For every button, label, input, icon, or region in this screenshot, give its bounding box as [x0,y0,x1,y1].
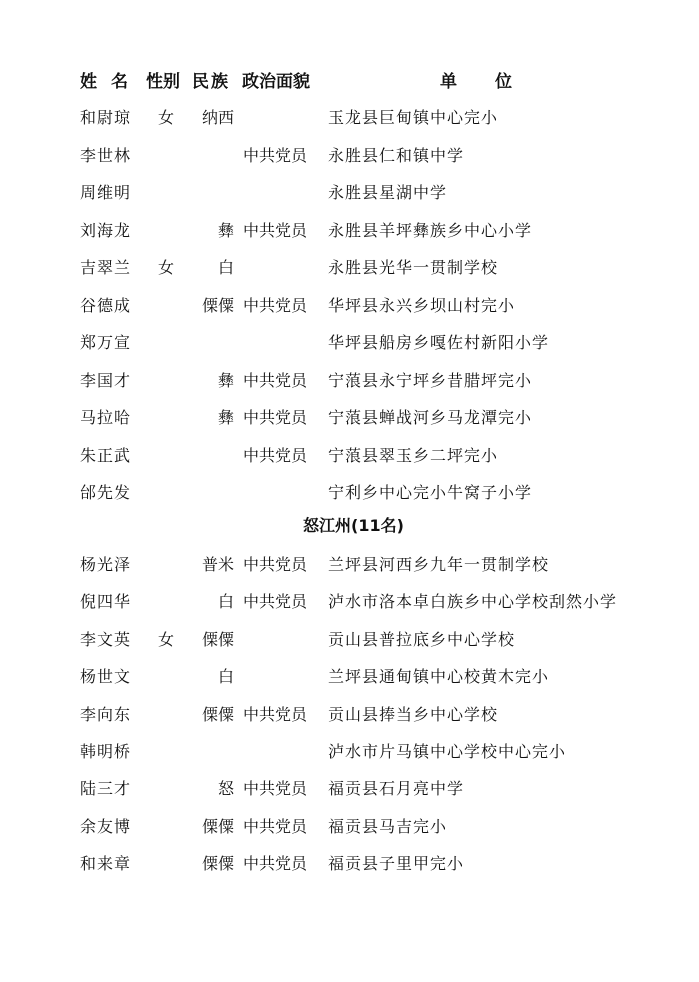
person-ethnicity: 纳西 [201,108,234,127]
person-unit: 福贡县石月亮中学 [328,779,465,799]
person-name: 李文英 [80,629,132,649]
person-gender: 女 [158,258,175,277]
person-party: 中共党员 [243,779,308,799]
table-row [0,442,699,470]
person-party: 中共党员 [243,295,308,315]
person-unit: 贡山县普拉底乡中心学校 [328,629,516,649]
table-row [0,367,699,395]
table-row [0,551,699,579]
person-party: 中共党员 [243,145,308,165]
table-row [0,104,699,132]
table-row [0,626,699,654]
person-party: 中共党员 [243,220,308,240]
person-name: 李世林 [80,145,132,165]
person-name: 朱正武 [80,445,132,465]
table-row [0,775,699,803]
person-ethnicity: 傈僳 [201,704,234,724]
person-party: 中共党员 [243,816,308,836]
person-unit: 贡山县捧当乡中心学校 [328,704,499,724]
person-name: 和尉琼 [80,108,132,127]
person-name: 杨光泽 [80,555,132,574]
section-title: 怒江州(11名) [303,516,404,535]
person-name: 谷德成 [80,295,132,315]
person-ethnicity: 白 [217,592,234,612]
person-name: 李向东 [80,704,132,724]
table-row [0,479,699,507]
person-unit: 永胜县光华一贯制学校 [328,258,499,277]
person-unit: 宁蒗县蝉战河乡马龙潭完小 [328,408,533,427]
table-row [0,813,699,841]
person-name: 刘海龙 [80,220,132,240]
header-ethnicity: 民族 [192,72,230,92]
person-name: 李国才 [80,370,132,390]
header-party: 政治面貌 [242,72,310,92]
person-name: 邰先发 [80,483,132,502]
person-ethnicity: 彝 [217,220,234,240]
person-ethnicity: 白 [217,667,234,687]
person-ethnicity: 普米 [201,555,234,574]
table-row [0,292,699,320]
header-unit: 单位 [440,72,550,92]
person-name: 韩明桥 [80,742,132,761]
person-party: 中共党员 [243,704,308,724]
table-header [0,68,699,96]
person-unit: 兰坪县河西乡九年一贯制学校 [328,555,550,574]
person-ethnicity: 傈僳 [201,295,234,315]
person-name: 吉翠兰 [80,258,132,277]
person-unit: 福贡县子里甲完小 [328,854,465,874]
person-unit: 永胜县星湖中学 [328,183,448,202]
person-unit: 永胜县仁和镇中学 [328,145,465,165]
person-unit: 宁蒗县永宁坪乡昔腊坪完小 [328,370,533,390]
person-name: 倪四华 [80,592,132,612]
person-unit: 泸水市片马镇中心学校中心完小 [328,742,567,761]
person-name: 周维明 [80,183,132,202]
person-name: 余友博 [80,816,132,836]
table-row [0,738,699,766]
table-row [0,254,699,282]
person-party: 中共党员 [243,408,308,427]
person-name: 马拉哈 [80,408,132,427]
person-ethnicity: 傈僳 [201,816,234,836]
person-unit: 华坪县船房乡嘎佐村新阳小学 [328,333,550,352]
person-unit: 兰坪县通甸镇中心校黄木完小 [328,667,550,687]
person-gender: 女 [158,629,175,649]
person-ethnicity: 彝 [217,408,234,427]
person-party: 中共党员 [243,592,308,612]
person-ethnicity: 白 [217,258,234,277]
person-unit: 福贡县马吉完小 [328,816,448,836]
table-row [0,329,699,357]
person-name: 杨世文 [80,667,132,687]
person-name: 和来章 [80,854,132,874]
table-row [0,404,699,432]
table-row [0,142,699,170]
person-unit: 华坪县永兴乡坝山村完小 [328,295,516,315]
table-row [0,217,699,245]
table-row [0,663,699,691]
person-unit: 泸水市洛本卓白族乡中心学校刮然小学 [328,592,618,612]
person-ethnicity: 彝 [217,370,234,390]
person-name: 陆三才 [80,779,132,799]
person-gender: 女 [158,108,175,127]
person-unit: 玉龙县巨甸镇中心完小 [328,108,499,127]
header-gender: 性别 [146,72,180,92]
table-row [0,179,699,207]
person-ethnicity: 傈僳 [201,629,234,649]
table-row [0,588,699,616]
person-party: 中共党员 [243,370,308,390]
table-row [0,850,699,878]
person-unit: 宁利乡中心完小牛窝子小学 [328,483,533,502]
person-unit: 永胜县羊坪彝族乡中心小学 [328,220,533,240]
person-unit: 宁蒗县翠玉乡二坪完小 [328,445,499,465]
person-name: 郑万宣 [80,333,132,352]
person-party: 中共党员 [243,555,308,574]
person-party: 中共党员 [243,445,308,465]
header-name: 姓名 [80,72,142,92]
table-row [0,701,699,729]
person-party: 中共党员 [243,854,308,874]
person-ethnicity: 傈僳 [201,854,234,874]
person-ethnicity: 怒 [217,779,234,799]
